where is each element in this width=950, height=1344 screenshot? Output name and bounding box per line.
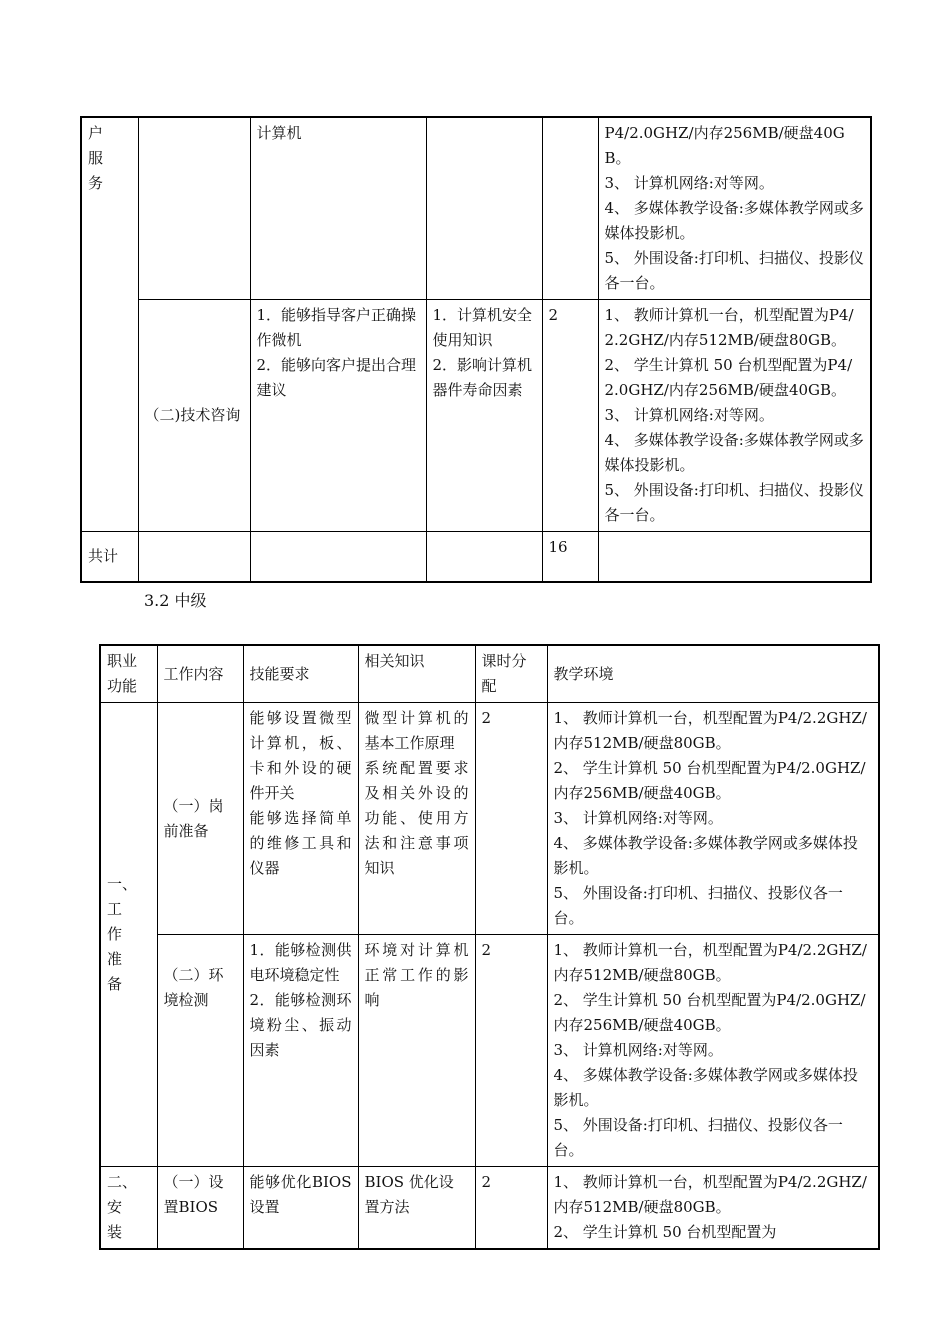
env-line: 5、 外围设备:打印机、扫描仪、投影仪各一台。 <box>604 481 864 524</box>
env-line: P4/2.0GHZ/内存256MB/硬盘40GB。 <box>604 124 845 167</box>
cell-environment <box>547 935 879 1167</box>
cell-skills: 计算机 <box>250 117 426 300</box>
cell-total-label: 共计 <box>81 532 138 582</box>
skill-line: 1．能够检测供电环境稳定性 <box>249 941 352 984</box>
env-line: 1、 教师计算机一台，机型配置为P4/2.2GHZ/内存512MB/硬盘80GB。 <box>604 306 854 349</box>
cell-content: （一）岗前准备 <box>157 703 243 935</box>
env-line: 4、 多媒体教学设备:多媒体教学网或多媒体投影机。 <box>604 199 864 242</box>
cell-content: （二)技术咨询 <box>138 300 250 532</box>
section-heading: 3.2 中级 <box>144 591 207 610</box>
cell-skills <box>250 300 426 532</box>
header-environment: 教学环境 <box>547 645 879 703</box>
cell-knowledge: BIOS 优化设置方法 <box>358 1167 475 1250</box>
knowledge-line: 环境对计算机正常工作的影响 <box>364 941 469 1009</box>
cell-content <box>138 117 250 300</box>
table-row <box>100 1167 879 1250</box>
knowledge-line: 1．计算机安全使用知识 <box>432 306 533 349</box>
cell-hours <box>542 117 598 300</box>
env-line: 2、 学生计算机 50 台机型配置为 <box>553 1223 777 1241</box>
cell-environment <box>547 703 879 935</box>
skill-line: 1．能够指导客户正确操作微机 <box>256 306 417 349</box>
cell-empty <box>426 532 542 582</box>
cell-skills <box>243 703 358 935</box>
env-line: 3、 计算机网络:对等网。 <box>553 1041 723 1059</box>
cell-knowledge <box>358 935 475 1167</box>
env-line: 2、 学生计算机 50 台机型配置为P4/2.0GHZ/内存256MB/硬盘40GB。 <box>604 356 853 399</box>
skill-line: 能够设置微型计算机，板、卡和外设的硬件开关 <box>249 709 352 802</box>
env-line: 4、 多媒体教学设备:多媒体教学网或多媒体投影机。 <box>553 1066 858 1109</box>
cell-environment <box>547 1167 879 1250</box>
cell-function: 户 服 务 <box>81 117 138 532</box>
table-row <box>100 703 879 935</box>
cell-content: （一）设置BIOS <box>157 1167 243 1250</box>
cell-empty <box>598 532 871 582</box>
cell-function: 二、 安 装 <box>100 1167 157 1250</box>
cell-environment <box>598 300 871 532</box>
table-intermediate <box>99 644 880 1250</box>
knowledge-line: 2．影响计算机器件寿命因素 <box>432 356 533 399</box>
cell-total-hours: 16 <box>542 532 598 582</box>
cell-skills: 能够优化BIOS设置 <box>243 1167 358 1250</box>
table-primary-continued <box>80 116 872 583</box>
header-hours: 课时分配 <box>475 645 547 703</box>
skill-line: 能够选择简单的维修工具和仪器 <box>249 809 352 877</box>
env-line: 4、 多媒体教学设备:多媒体教学网或多媒体投影机。 <box>604 431 864 474</box>
env-line: 2、 学生计算机 50 台机型配置为P4/2.0GHZ/内存256MB/硬盘40GB。 <box>553 991 866 1034</box>
knowledge-line: 系统配置要求及相关外设的功能、使用方法和注意事项知识 <box>364 759 469 877</box>
env-line: 3、 计算机网络:对等网。 <box>604 406 774 424</box>
table-row <box>81 300 871 532</box>
env-line: 1、 教师计算机一台，机型配置为P4/2.2GHZ/内存512MB/硬盘80GB。 <box>553 709 867 752</box>
env-line: 5、 外围设备:打印机、扫描仪、投影仪各一台。 <box>553 884 843 927</box>
cell-hours: 2 <box>475 935 547 1167</box>
cell-environment <box>598 117 871 300</box>
skill-line: 2．能够检测环境粉尘、振动因素 <box>249 991 352 1059</box>
knowledge-line: 微型计算机的基本工作原理 <box>364 709 469 752</box>
header-function: 职业功能 <box>100 645 157 703</box>
cell-hours: 2 <box>475 1167 547 1250</box>
cell-hours: 2 <box>542 300 598 532</box>
table-header-row <box>100 645 879 703</box>
env-line: 3、 计算机网络:对等网。 <box>553 809 723 827</box>
cell-knowledge <box>426 117 542 300</box>
cell-hours: 2 <box>475 703 547 935</box>
skill-line: 2．能够向客户提出合理建议 <box>256 356 417 399</box>
header-knowledge: 相关知识 <box>358 645 475 703</box>
env-line: 3、 计算机网络:对等网。 <box>604 174 774 192</box>
cell-skills <box>243 935 358 1167</box>
header-skills: 技能要求 <box>243 645 358 703</box>
cell-content: （二）环境检测 <box>157 935 243 1167</box>
table-row-total <box>81 532 871 582</box>
env-line: 5、 外围设备:打印机、扫描仪、投影仪各一台。 <box>604 249 864 292</box>
header-content: 工作内容 <box>157 645 243 703</box>
env-line: 4、 多媒体教学设备:多媒体教学网或多媒体投影机。 <box>553 834 858 877</box>
cell-knowledge <box>426 300 542 532</box>
cell-empty <box>138 532 250 582</box>
env-line: 2、 学生计算机 50 台机型配置为P4/2.0GHZ/内存256MB/硬盘40GB。 <box>553 759 866 802</box>
env-line: 5、 外围设备:打印机、扫描仪、投影仪各一台。 <box>553 1116 843 1159</box>
cell-knowledge <box>358 703 475 935</box>
table-row <box>100 935 879 1167</box>
table-row <box>81 117 871 300</box>
env-line: 1、 教师计算机一台，机型配置为P4/2.2GHZ/内存512MB/硬盘80GB。 <box>553 941 867 984</box>
env-line: 1、 教师计算机一台，机型配置为P4/2.2GHZ/内存512MB/硬盘80GB。 <box>553 1173 867 1216</box>
cell-function: 一、 工 作 准 备 <box>100 703 157 1167</box>
cell-empty <box>250 532 426 582</box>
